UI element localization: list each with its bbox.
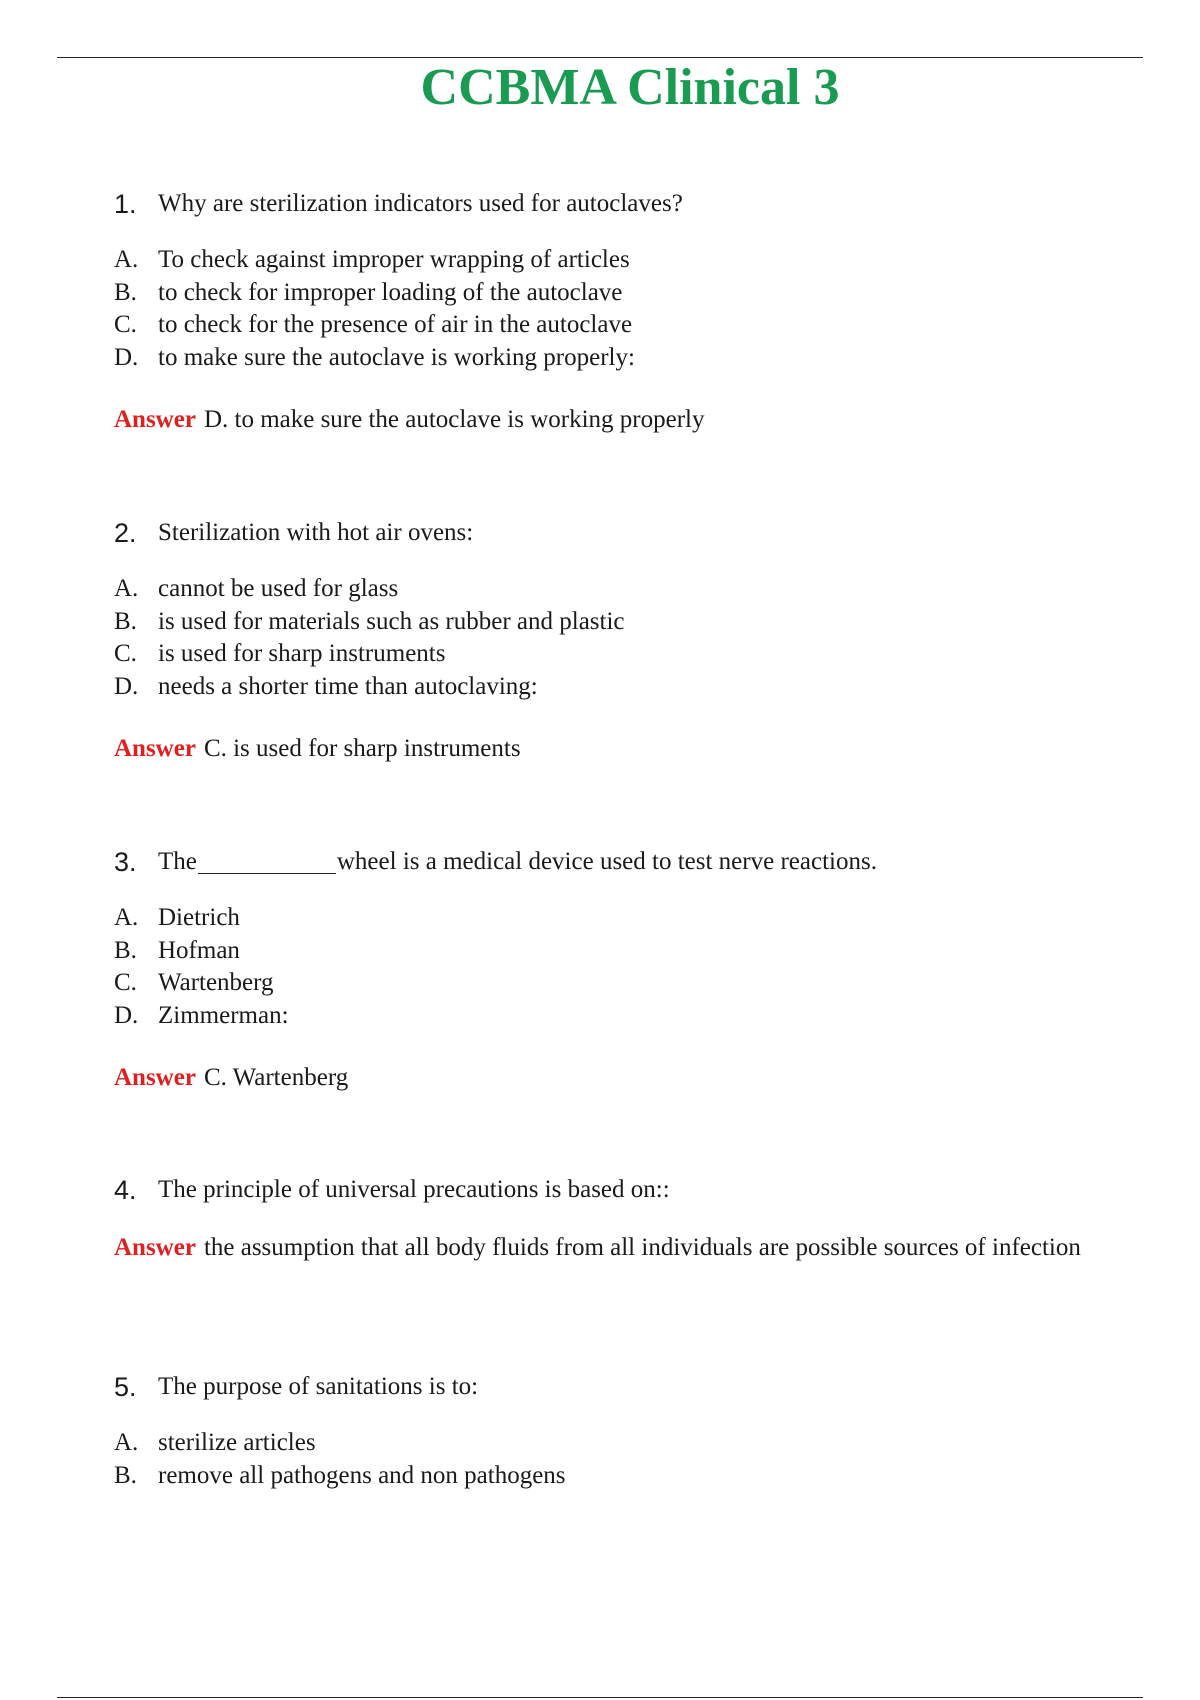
option-b: B. to check for improper loading of the autoclave	[114, 278, 623, 306]
question-number: 4.	[114, 1174, 137, 1205]
bottom-rule	[57, 1697, 1143, 1698]
answer-1	[114, 404, 1114, 436]
answer-label: Answer	[114, 406, 196, 433]
document-title: CCBMA Clinical 3	[420, 59, 840, 116]
option-a: A. sterilize articles	[114, 1429, 316, 1457]
answer-text: C. Wartenberg	[203, 1064, 349, 1091]
option-d: D. needs a shorter time than autoclaving:	[114, 672, 538, 700]
option-a: A. cannot be used for glass	[114, 575, 399, 603]
options-list	[114, 244, 1114, 374]
option-d: D. Zimmerman:	[114, 1001, 289, 1029]
option-a: A. To check against improper wrapping of articles	[114, 246, 630, 274]
question-text-before: The	[158, 848, 197, 875]
answer-text: C. is used for sharp instruments	[203, 735, 521, 762]
question-4	[114, 1172, 1114, 1264]
question-2	[114, 515, 1114, 765]
question-text: The purpose of sanitations is to:	[158, 1373, 479, 1400]
options-list	[114, 902, 1114, 1032]
option-d: D. to make sure the autoclave is working properly:	[114, 343, 635, 371]
question-text: The principle of universal precautions is based on::	[158, 1176, 670, 1203]
question-text: Sterilization with hot air ovens:	[158, 519, 474, 546]
answer-4	[114, 1232, 1114, 1264]
question-number: 5.	[114, 1371, 137, 1402]
option-b: B. remove all pathogens and non pathogens	[114, 1461, 566, 1489]
answer-3	[114, 1062, 1114, 1094]
question-2-stem	[114, 515, 1114, 551]
question-text: Why are sterilization indicators used for autoclaves?	[158, 190, 683, 217]
option-a: A. Dietrich	[114, 904, 240, 932]
question-4-stem	[114, 1172, 1114, 1208]
question-3-stem	[114, 844, 1114, 880]
option-c: C. is used for sharp instruments	[114, 640, 446, 668]
answer-text: the assumption that all body fluids from all individuals are possible sources of infection	[203, 1234, 1081, 1261]
question-3	[114, 844, 1114, 1094]
question-5-stem	[114, 1369, 1114, 1405]
options-list	[114, 1427, 1114, 1492]
options-list	[114, 573, 1114, 703]
answer-label: Answer	[114, 735, 196, 762]
fill-in-blank	[198, 851, 336, 874]
question-number: 1.	[114, 188, 137, 219]
option-b: B. is used for materials such as rubber and plastic	[114, 607, 625, 635]
question-number: 2.	[114, 517, 137, 548]
answer-label: Answer	[114, 1064, 196, 1091]
question-text-after: wheel is a medical device used to test nerve reactions.	[336, 848, 877, 875]
question-number: 3.	[114, 846, 137, 877]
answer-text: D. to make sure the autoclave is working properly	[203, 406, 705, 433]
option-c: C. Wartenberg	[114, 969, 274, 997]
question-5	[114, 1369, 1114, 1492]
question-1-stem	[114, 186, 1114, 222]
option-c: C. to check for the presence of air in the autoclave	[114, 311, 633, 339]
option-b: B. Hofman	[114, 936, 240, 964]
answer-2	[114, 733, 1114, 765]
question-1	[114, 186, 1114, 436]
answer-label: Answer	[114, 1234, 196, 1261]
